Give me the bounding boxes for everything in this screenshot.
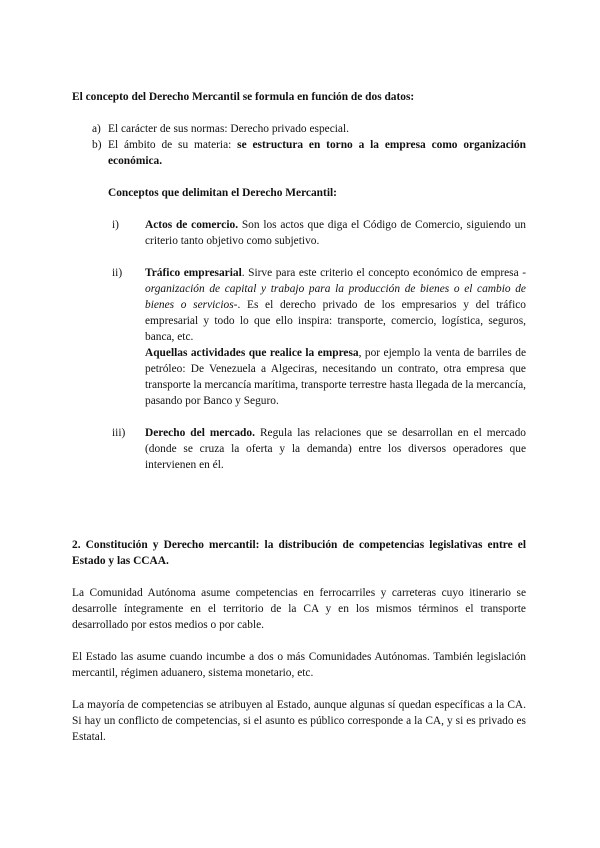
list-item-bold-text: se estructura en torno a la empresa como organización económica.: [108, 139, 526, 167]
concept-heading: [72, 89, 526, 105]
section-2-title: [72, 537, 526, 569]
concept-text: . Es el derecho privado de los empresarios y del tráfico empresarial y todo lo que ello inspira: transporte, comercio, logística, seguros, banca, etc.: [145, 299, 526, 343]
roman-marker: iii): [112, 427, 126, 439]
list-item-b: [72, 137, 526, 169]
concept-bold-text: Aquellas actividades que realice la empresa: [145, 347, 359, 359]
roman-marker: ii): [112, 267, 123, 279]
concept-item-ii: [72, 265, 526, 409]
concept-text: , por ejemplo la venta de barriles de petróleo: De Venezuela a Algeciras, necesitando un contrato, otra empresa que transporte la mercancía marítima, transporte terrestre hasta llegada de la mercancía, pasando por Banco y Seguro.: [145, 347, 526, 407]
concept-title: Derecho del mercado.: [145, 427, 255, 439]
concepts-heading: [72, 185, 526, 201]
section-2-paragraph-3: [72, 697, 526, 745]
paragraph-text: La mayoría de competencias se atribuyen al Estado, aunque algunas sí quedan específicas a la CA. Si hay un conflicto de competencias, si el asunto es público corresponde a la CA, y si es privado es Estatal.: [72, 699, 526, 743]
concept-heading-text: El concepto del Derecho Mercantil se formula en función de dos datos:: [72, 91, 415, 103]
list-marker: a): [92, 123, 101, 135]
concept-item-i: [72, 217, 526, 249]
concept-text: Son los actos que diga el Código de Comercio, siguiendo un criterio tanto objetivo como subjetivo.: [145, 219, 526, 247]
list-item-text: El carácter de sus normas: Derecho privado especial.: [108, 123, 349, 135]
concept-text: . Sirve para este criterio el concepto económico de empresa -: [241, 267, 526, 279]
concept-body-second: [145, 345, 526, 409]
list-item-text: El ámbito de su materia:: [108, 139, 238, 151]
paragraph-text: La Comunidad Autónoma asume competencias en ferrocarriles y carreteras cuyo itinerario se desarrolle íntegramente en el territorio de la CA y en los mismos términos el transporte desarrollado por estos medios o por cable.: [72, 587, 526, 631]
section-2-paragraph-2: [72, 649, 526, 681]
concepts-heading-text: Conceptos que delimitan el Derecho Mercantil:: [108, 187, 337, 199]
concept-item-iii: [72, 425, 526, 473]
list-marker: b): [92, 139, 102, 151]
roman-marker: i): [112, 219, 119, 231]
concept-body: [145, 265, 526, 345]
data-list: [72, 121, 526, 169]
concept-body: [145, 425, 526, 473]
section-2-title-text: 2. Constitución y Derecho mercantil: la distribución de competencias legislativas entre el Estado y las CCAA.: [72, 539, 526, 567]
section-2-paragraph-1: [72, 585, 526, 633]
concept-body: [145, 217, 526, 249]
concept-italic-text: organización de capital y trabajo para la producción de bienes o el cambio de bienes o servicios-: [145, 283, 526, 311]
paragraph-text: El Estado las asume cuando incumbe a dos o más Comunidades Autónomas. También legislación mercantil, régimen aduanero, sistema monetario, etc.: [72, 651, 526, 679]
concept-title: Actos de comercio.: [145, 219, 239, 231]
concept-title: Tráfico empresarial: [145, 267, 242, 279]
list-item-a: [72, 121, 526, 137]
concept-text: Regula las relaciones que se desarrollan en el mercado (donde se cruza la oferta y la demanda) entre los diversos operadores que intervienen en él.: [145, 427, 527, 471]
